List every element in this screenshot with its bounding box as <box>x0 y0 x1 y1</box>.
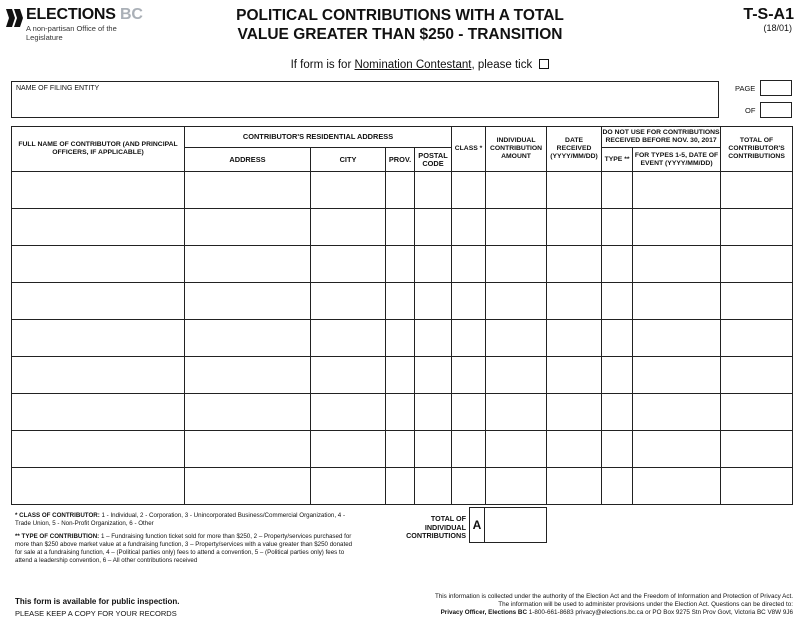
filing-entity-field[interactable] <box>11 81 719 118</box>
footnotes <box>15 512 355 570</box>
col-event-date: FOR TYPES 1-5, DATE OF EVENT (YYYY/MM/DD) <box>633 148 721 172</box>
of-label: OF <box>745 106 756 115</box>
col-class: CLASS * <box>452 127 486 172</box>
col-full-name: FULL NAME OF CONTRIBUTOR (AND PRINCIPAL OFFICERS, IF APPLICABLE) <box>12 127 185 172</box>
form-revision: (18/01) <box>763 23 792 33</box>
total-label: TOTAL OF INDIVIDUAL CONTRIBUTIONS <box>406 514 466 540</box>
col-city: CITY <box>311 148 386 172</box>
privacy-notice: This information is collected under the authority of the Election Act and the Freedom of Information and Protection of Privacy Act. The information will be used to administer provisions under the Election Act. Questions can be directed to: Privacy Officer, Elections BC 1-800-661-8683 privacy@elections.bc.ca or PO Box 9275 Stn Prov Govt, Victoria BC V8W 9J6 <box>434 593 793 616</box>
col-address: ADDRESS <box>185 148 311 172</box>
table-row <box>12 283 793 320</box>
col-address-group: CONTRIBUTOR'S RESIDENTIAL ADDRESS <box>185 127 452 148</box>
form-number: T-S-A1 <box>743 6 794 23</box>
table-row <box>12 468 793 505</box>
form-title: POLITICAL CONTRIBUTIONS WITH A TOTAL VALUE GREATER THAN $250 - TRANSITION <box>236 7 564 43</box>
logo-wordmark: ELECTIONS BC <box>26 6 143 23</box>
total-field[interactable] <box>484 507 547 543</box>
col-prov: PROV. <box>386 148 415 172</box>
elections-bc-logo <box>4 6 154 42</box>
contributions-table <box>11 126 793 505</box>
filing-entity-label: NAME OF FILING ENTITY <box>16 85 100 92</box>
page-number-field[interactable] <box>760 80 792 96</box>
table-row <box>12 394 793 431</box>
table-row <box>12 320 793 357</box>
nomination-tick-checkbox[interactable] <box>539 59 549 69</box>
keep-copy-note: PLEASE KEEP A COPY FOR YOUR RECORDS <box>15 609 177 618</box>
table-row <box>12 246 793 283</box>
col-total: TOTAL OF CONTRIBUTOR'S CONTRIBUTIONS <box>721 127 793 172</box>
table-row <box>12 209 793 246</box>
col-do-not-use: DO NOT USE FOR CONTRIBUTIONS RECEIVED BEFORE NOV. 30, 2017 <box>602 127 721 148</box>
nomination-contestant-line: If form is for Nomination Contestant, please tick <box>250 59 590 71</box>
public-inspection-note: This form is available for public inspection. <box>15 597 180 606</box>
table-row <box>12 172 793 209</box>
col-date-received: DATE RECEIVED (YYYY/MM/DD) <box>547 127 602 172</box>
logo-mark-icon <box>4 7 24 29</box>
cell-input[interactable] <box>12 172 185 209</box>
table-row <box>12 431 793 468</box>
type-footnote: ** TYPE OF CONTRIBUTION: 1 – Fundraising function ticket sold for more than $250, 2 – Property/services purchased for more than $250 above market value at a fundraising function, 3 – Property/services with a value greater than $250 donated for sale at a fundraising function, 4 – (Political parties only) fees to attend a convention, 5 – (Political parties only) fees to attend a leadership convention, 6 – All other contributions received <box>15 533 353 564</box>
logo-tagline: A non-partisan Office of the Legislature <box>26 24 117 42</box>
page-total-field[interactable] <box>760 102 792 118</box>
col-type: TYPE ** <box>602 148 633 172</box>
class-footnote: * CLASS OF CONTRIBUTOR: 1 - Individual, 2 - Corporation, 3 - Unincorporated Business/Commercial Organization, 4 - Trade Union, 5 - Non-Profit Organization, 6 - Other <box>15 512 346 527</box>
table-row <box>12 357 793 394</box>
total-letter: A <box>469 507 485 543</box>
col-amount: INDIVIDUAL CONTRIBUTION AMOUNT <box>486 127 547 172</box>
col-postal: POSTAL CODE <box>415 148 452 172</box>
page-label: PAGE <box>735 84 756 93</box>
